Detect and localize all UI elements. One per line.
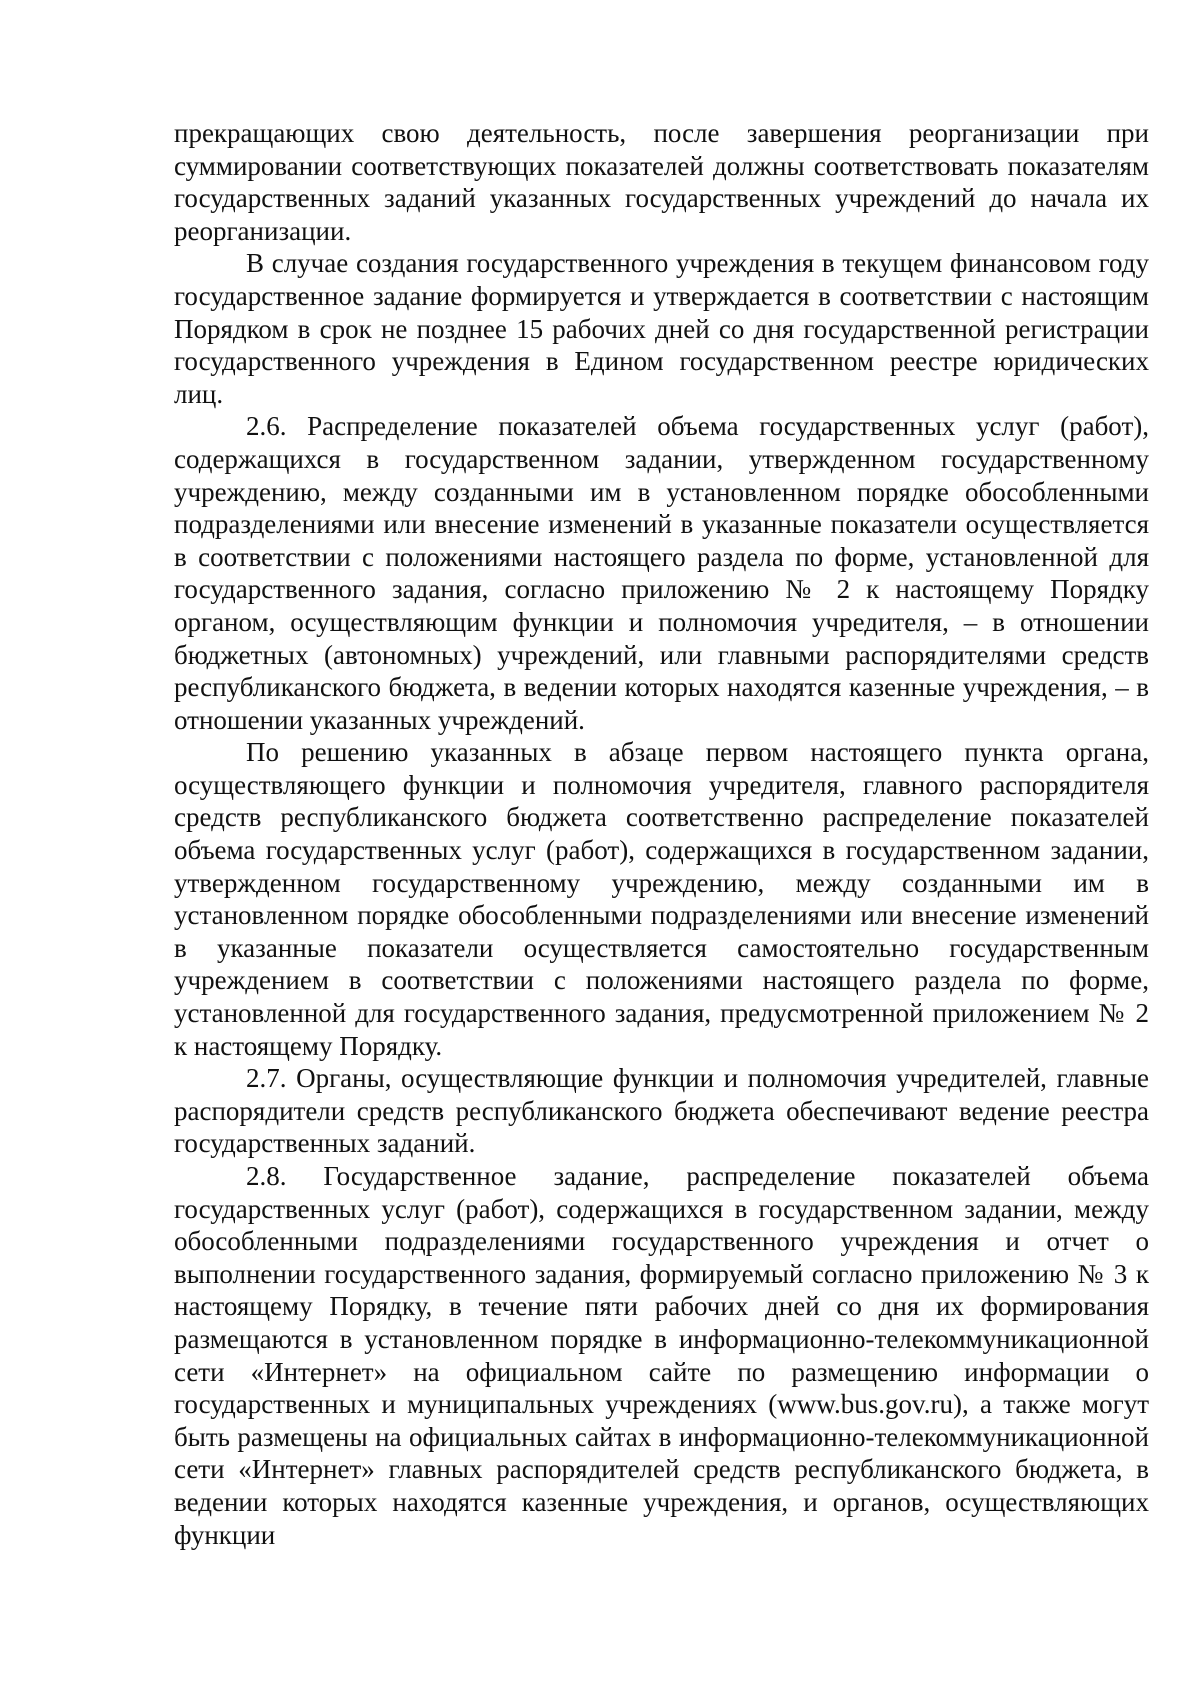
paragraph-reorganization-continuation: прекращающих свою деятельность, после завершения реорганизации при суммировании соответствующих показателей должны соответствовать показателям государственных заданий указанных государственных учреждений до начала их реорганизации. — [174, 118, 1149, 246]
paragraph-new-institution: В случае создания государственного учреждения в текущем финансовом году государственное задание формируется и утверждается в соответствии с настоящим Порядком в срок не позднее 15 рабочих дней со дня государственной регистрации государственного учреждения в Едином государственном реестре юридических лиц. — [174, 248, 1149, 409]
paragraph-2-6-decision: По решению указанных в абзаце первом настоящего пункта органа, осуществляющего функции и полномочия учредителя, главного распорядителя средств республиканского бюджета соответственно распределение показателей объема государственных услуг (работ), содержащихся в государственном задании, утвержденном государственному учреждению, между созданными им в установленном порядке обособленными подразделениями или внесение изменений в указанные показатели осуществляется самостоятельно государственным учреждением в соответствии с положениями настоящего раздела по форме, установленной для государственного задания, предусмотренной приложением № 2 к настоящему Порядку. — [174, 737, 1149, 1061]
paragraph-2-7: 2.7. Органы, осуществляющие функции и полномочия учредителей, главные распорядители средств республиканского бюджета обеспечивают ведение реестра государственных заданий. — [174, 1063, 1149, 1159]
paragraph-2-8: 2.8. Государственное задание, распределение показателей объема государственных услуг (работ), содержащихся в государственном задании, между обособленными подразделениями государственного учреждения и отчет о выполнении государственного задания, формируемый согласно приложению № 3 к настоящему Порядку, в течение пяти рабочих дней со дня их формирования размещаются в установленном порядке в информационно-телекоммуникационной сети «Интернет» на официальном сайте по размещению информации о государственных и муниципальных учреждениях (www.bus.gov.ru), а также могут быть размещены на официальных сайтах в информационно-телекоммуникационной сети «Интернет» главных распорядителей средств республиканского бюджета, в ведении которых находятся казенные учреждения, и органов, осуществляющих функции — [174, 1161, 1149, 1550]
paragraph-2-6: 2.6. Распределение показателей объема государственных услуг (работ), содержащихся в государственном задании, утвержденном государственному учреждению, между созданными им в установленном порядке обособленными подразделениями или внесение изменений в указанные показатели осуществляется в соответствии с положениями настоящего раздела по форме, установленной для государственного задания, согласно приложению № 2 к настоящему Порядку органом, осуществляющим функции и полномочия учредителя, – в отношении бюджетных (автономных) учреждений, или главными распорядителями средств республиканского бюджета, в ведении которых находятся казенные учреждения, – в отношении указанных учреждений. — [174, 411, 1149, 735]
document-body — [174, 117, 1149, 1551]
